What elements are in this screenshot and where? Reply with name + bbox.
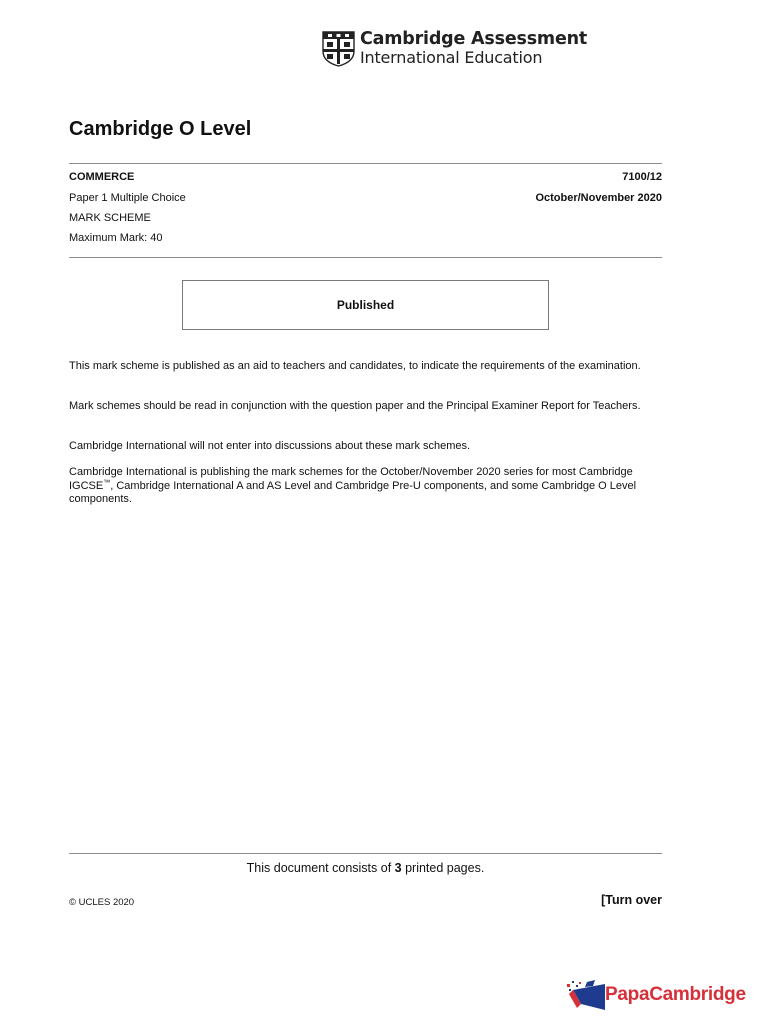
scheme-label: MARK SCHEME <box>69 212 151 224</box>
divider-footer <box>69 853 662 854</box>
paragraph-purpose: This mark scheme is published as an aid to teachers and candidates, to indicate the requirements of the examination. <box>69 360 641 372</box>
copyright-notice: © UCLES 2020 <box>69 897 135 908</box>
logo-line-2: International Education <box>360 48 543 67</box>
paragraph-series <box>69 466 662 507</box>
page-count-note <box>69 861 662 875</box>
page-count-prefix: This document consists of <box>246 861 395 875</box>
paper-name: Paper 1 Multiple Choice <box>69 192 186 204</box>
divider-top <box>69 163 662 164</box>
page-count-value: 3 <box>394 861 402 875</box>
page-count-suffix: printed pages. <box>401 861 485 875</box>
status-label: Published <box>336 298 395 312</box>
paragraph-series-part-1: Cambridge International is publishing the mark schemes for the October/November 2020 series for most Cambridge IGCSE <box>69 466 633 492</box>
paragraph-discussion: Cambridge International will not enter into discussions about these mark schemes. <box>69 440 471 452</box>
turn-over-label: [Turn over <box>601 893 662 907</box>
exam-session: October/November 2020 <box>535 192 662 204</box>
paragraph-series-part-2: , Cambridge International A and AS Level and Cambridge Pre-U components, and some Cambridge O Level components. <box>69 479 637 505</box>
paragraph-conjunction: Mark schemes should be read in conjunction with the question paper and the Principal Examiner Report for Teachers. <box>69 400 641 412</box>
paper-code: 7100/12 <box>622 171 662 183</box>
divider-meta <box>69 257 662 258</box>
papacambridge-brand: PapaCambridge <box>605 984 746 1005</box>
logo-line-1: Cambridge Assessment <box>360 29 588 49</box>
subject-label: COMMERCE <box>69 171 135 183</box>
papacambridge-logo-icon <box>565 980 605 1012</box>
trademark-mark: ™ <box>103 478 111 486</box>
page-title: Cambridge O Level <box>69 118 252 140</box>
max-mark: Maximum Mark: 40 <box>69 232 163 244</box>
status-box <box>182 280 549 330</box>
cambridge-crest-icon <box>322 31 355 67</box>
